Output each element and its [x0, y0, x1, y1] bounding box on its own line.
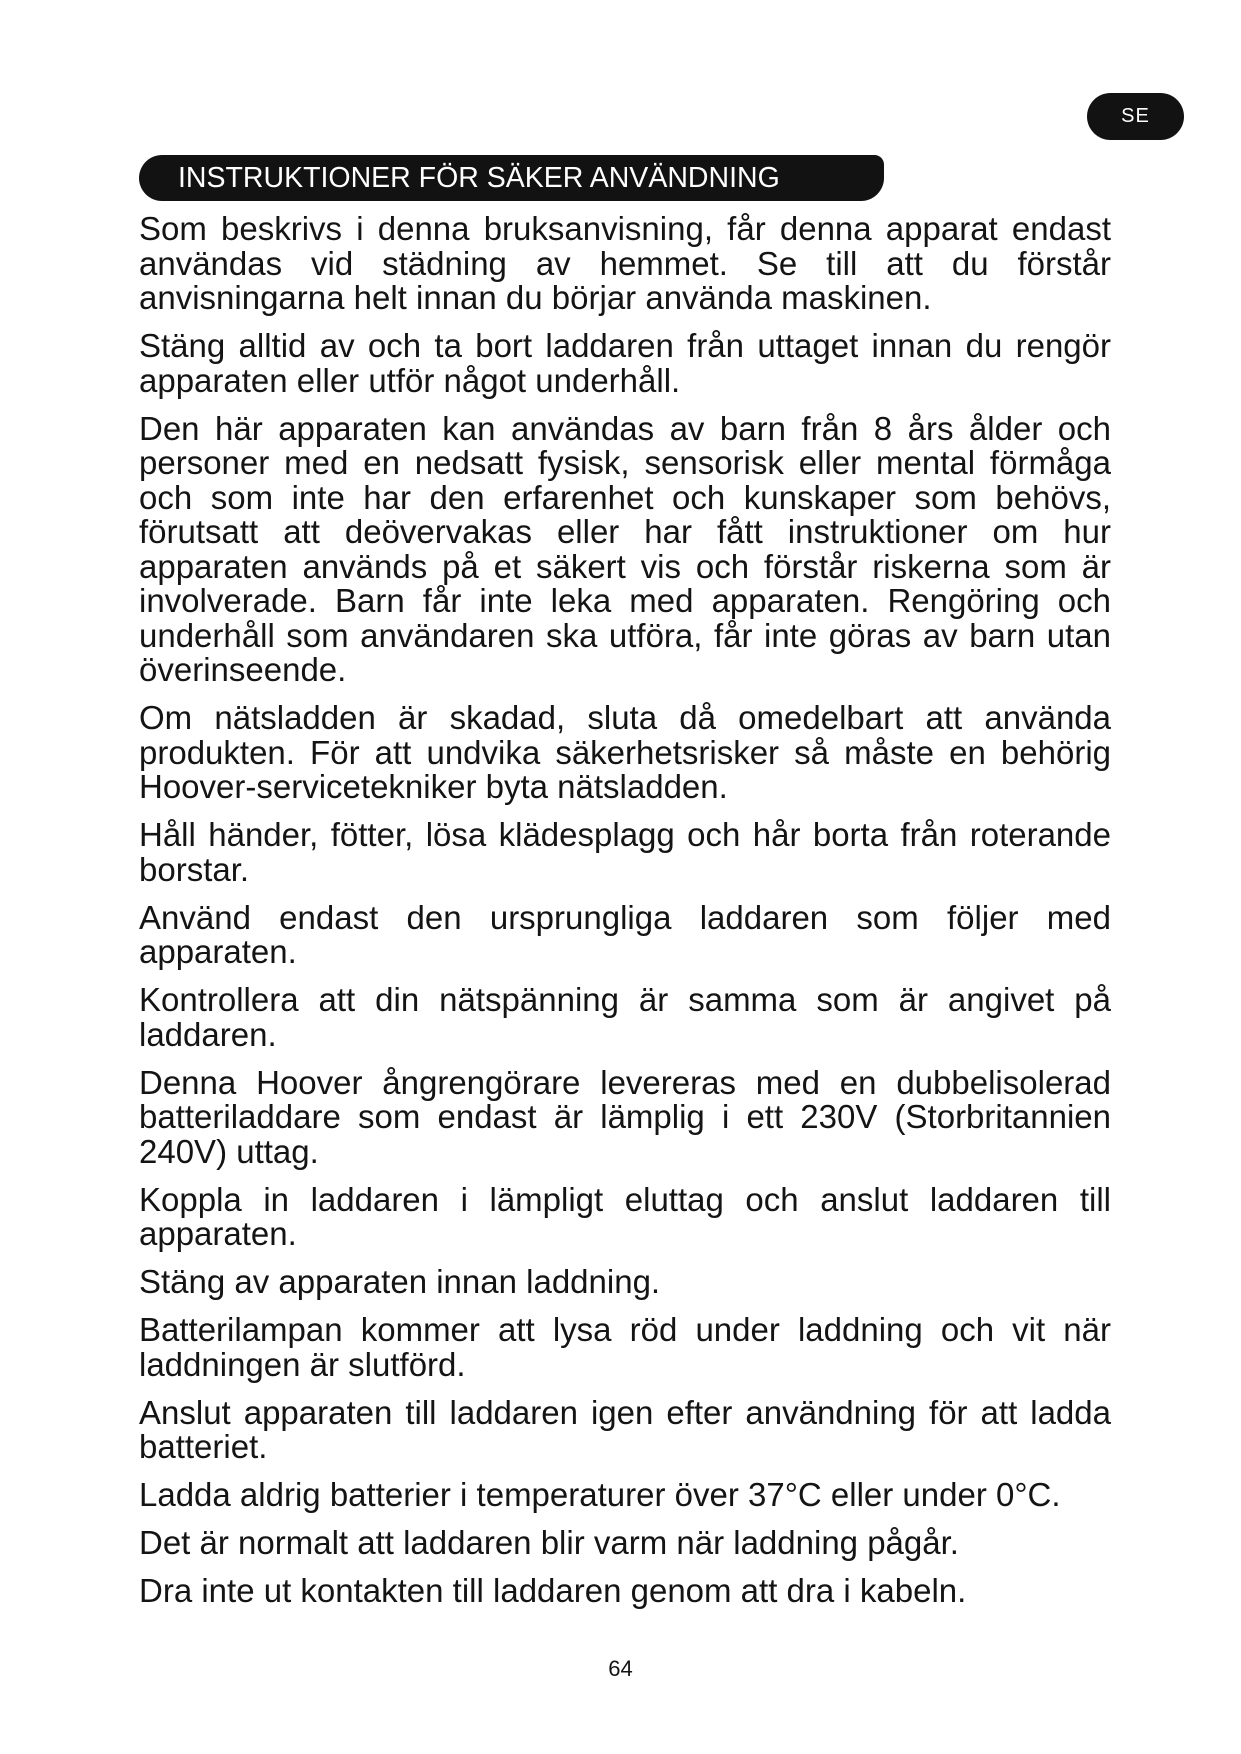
paragraph: Stäng av apparaten innan laddning. [139, 1263, 661, 1300]
paragraph: Dra inte ut kontakten till laddaren genom att dra i kabeln. [139, 1572, 967, 1609]
paragraph: Använd endast den ursprungliga laddaren som följer med apparaten. [139, 898, 1111, 970]
section-title: INSTRUKTIONER FÖR SÄKER ANVÄNDNING [139, 155, 884, 201]
paragraph: Anslut apparaten till laddaren igen efter användning för att ladda batteriet. [139, 1393, 1111, 1465]
paragraph: Håll händer, fötter, lösa klädesplagg och hår borta från roterande borstar. [139, 816, 1111, 888]
instructions-body [139, 212, 1111, 1622]
paragraph: Det är normalt att laddaren blir varm när laddning pågår. [139, 1524, 959, 1561]
paragraph: Kontrollera att din nätspänning är samma som är angivet på laddaren. [139, 981, 1111, 1053]
paragraph: Ladda aldrig batterier i temperaturer över 37°C eller under 0°C. [139, 1476, 1061, 1513]
paragraph: Som beskrivs i denna bruksanvisning, får denna apparat endast användas vid städning av hemmet. Se till att du förstår anvisningarna helt innan du börjar använda maskinen. [139, 210, 1111, 316]
paragraph: Koppla in laddaren i lämpligt eluttag och anslut laddaren till apparaten. [139, 1180, 1111, 1252]
page-number: 64 [608, 1656, 633, 1681]
paragraph: Den här apparaten kan användas av barn från 8 års ålder och personer med en nedsatt fysisk, sensorisk eller mental förmåga och som inte har den erfarenhet och kunskaper som behövs, förutsatt att deövervakas eller har fått instruktioner om hur apparaten används på et säkert vis och förstår riskerna som är involverade. Barn får inte leka med apparaten. Rengöring och underhåll som användaren ska utföra, får inte göras av barn utan överinseende. [139, 409, 1111, 688]
paragraph: Stäng alltid av och ta bort laddaren från uttaget innan du rengör apparaten eller utför något underhåll. [139, 327, 1111, 399]
paragraph: Om nätsladden är skadad, sluta då omedelbart att använda produkten. För att undvika säkerhetsrisker så måste en behörig Hoover-servicetekniker byta nätsladden. [139, 699, 1111, 805]
paragraph: Batterilampan kommer att lysa röd under laddning och vit när laddningen är slutförd. [139, 1311, 1111, 1383]
language-badge: SE [1087, 93, 1184, 140]
paragraph: Denna Hoover ångrengörare levereras med en dubbelisolerad batteriladdare som endast är lämplig i ett 230V (Storbritannien 240V) uttag. [139, 1063, 1111, 1170]
